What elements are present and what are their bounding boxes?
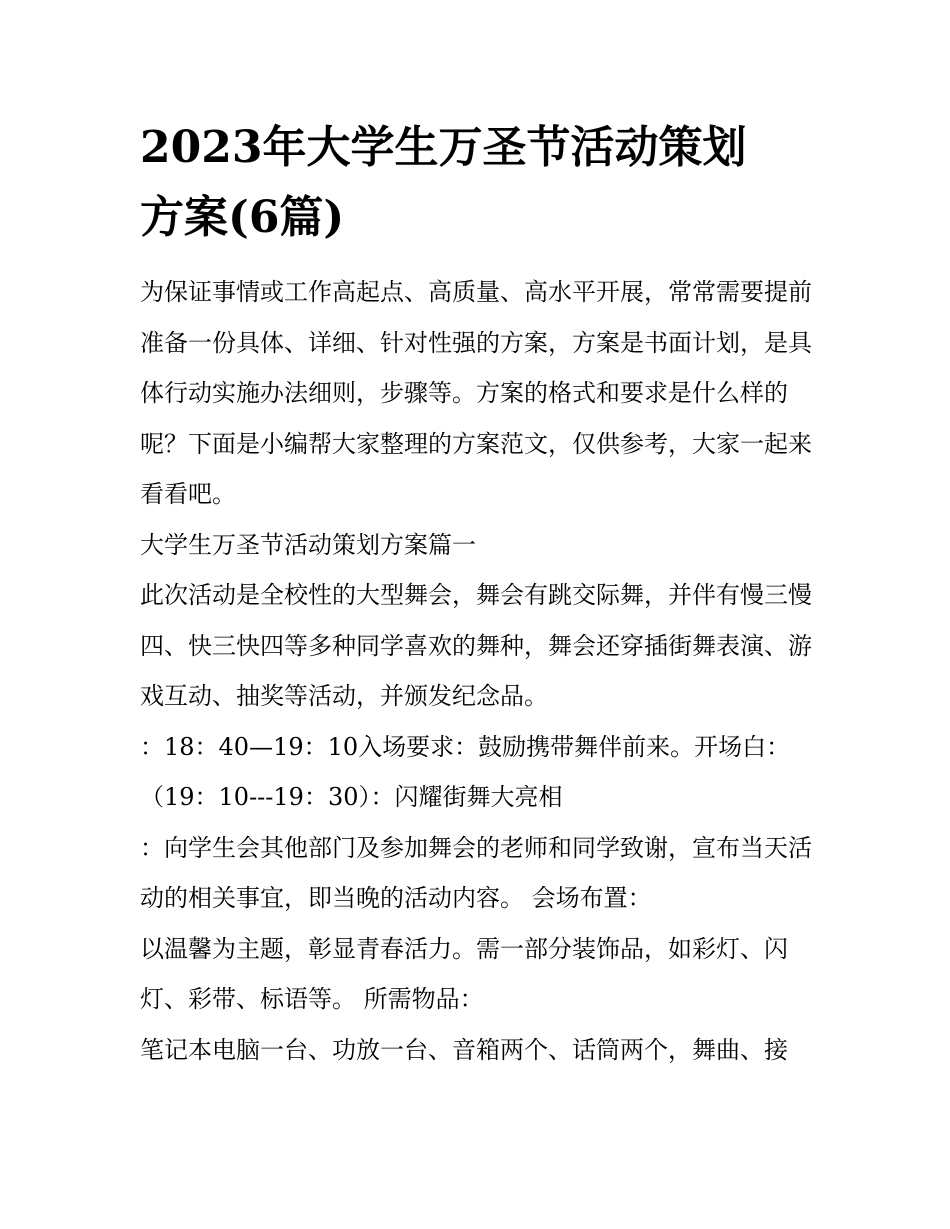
document-content [140,113,820,1075]
section-heading: 大学生万圣节活动策划方案篇一 [140,530,476,559]
venue-layout: 以温馨为主题，彰显青春活力。需一部分装饰品，如彩灯、闪灯、彩带、标语等。 所需物品： [140,934,788,1013]
schedule-entry-entrance: ：18：40—19：10入场要求：鼓励携带舞伴前来。开场白： [140,732,791,761]
required-items: 笔记本电脑一台、功放一台、音箱两个、话筒两个，舞曲、接 [140,1035,788,1064]
opening-remarks: ：向学生会其他部门及参加舞会的老师和同学致谢，宣布当天活动的相关事宜，即当晚的活动内容。 会场布置： [140,833,812,912]
activity-description: 此次活动是全校性的大型舞会，舞会有跳交际舞，并伴有慢三慢四、快三快四等多种同学喜欢的舞种，舞会还穿插街舞表演、游戏互动、抽奖等活动，并颁发纪念品。 [140,581,812,710]
schedule-entry-dance: （19：10---19：30）：闪耀街舞大亮相 [140,783,563,811]
intro-paragraph: 为保证事情或工作高起点、高质量、高水平开展，常常需要提前准备一份具体、详细、针对性强的方案，方案是书面计划，是具体行动实施办法细则，步骤等。方案的格式和要求是什么样的呢？下面是小编帮大家整理的方案范文，仅供参考，大家一起来看看吧。 [140,278,812,508]
title-line-1: 2023年大学生万圣节活动策划 [140,122,747,173]
title-line-2: 方案(6篇) [140,192,345,243]
document-title [140,113,820,253]
